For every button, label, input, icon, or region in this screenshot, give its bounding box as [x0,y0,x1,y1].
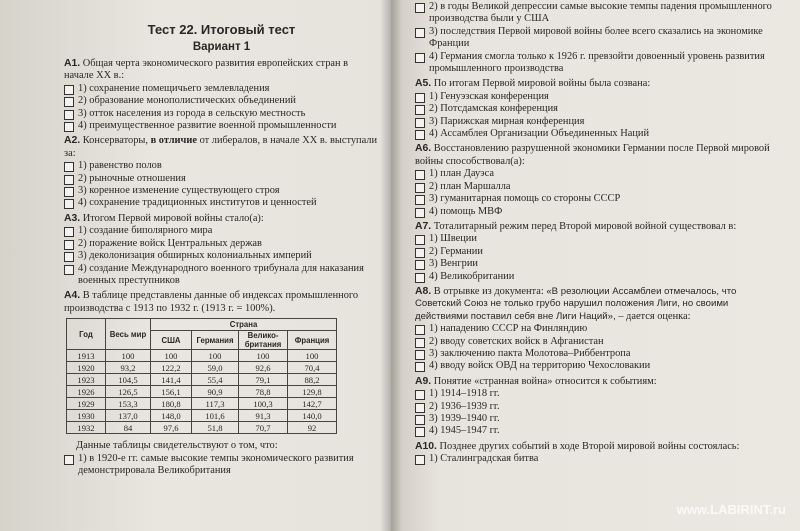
question-number: A4. [64,290,81,302]
question-number: A5. [415,78,432,90]
book-spine [380,0,402,531]
table-conclusion-text: Данные таблицы свидетельствуют о том, что: [76,440,278,452]
table-cell: 126,5 [106,386,151,398]
checkbox[interactable] [415,338,425,348]
checkbox[interactable] [415,28,425,38]
question-number: A9. [415,375,432,387]
checkbox[interactable] [415,235,425,245]
table-row [67,362,337,374]
right-page [391,0,800,531]
checkbox[interactable] [415,248,425,258]
checkbox[interactable] [415,183,425,193]
table-cell: 55,4 [192,374,239,386]
table-cell: 1926 [67,386,106,398]
checkbox[interactable] [415,105,425,115]
variant-label: Вариант 1 [192,41,251,53]
answer-option[interactable]: 3) деколонизация обширных колониальных империй [64,250,379,262]
table-cell: 70,4 [288,362,337,374]
checkbox[interactable] [415,130,425,140]
table-cell: 100 [106,350,151,362]
checkbox[interactable] [64,187,74,197]
answer-option[interactable]: 3) 1939–1940 гг. [415,413,776,425]
table-cell: 137,0 [106,410,151,422]
answer-option[interactable]: 4) помощь МВФ [415,206,776,218]
table-row [67,386,337,398]
question-number: A1. [64,58,81,69]
table-cell: 1930 [67,410,106,422]
question-a10 [415,441,776,466]
table-header: Германия [192,331,239,350]
table-cell: 101,6 [192,410,239,422]
answer-option[interactable]: 1) сохранение помещичьего землевладения [64,83,379,95]
answer-option[interactable]: 4) 1945–1947 гг. [415,425,776,437]
question-number: A3. [64,212,81,224]
table-cell: 90,9 [192,386,239,398]
answer-option[interactable]: 2) 1936–1939 гг. [415,401,776,413]
table-cell: 84 [106,422,151,434]
answer-option[interactable]: 4) Великобритании [415,271,776,283]
question-a4 [64,290,379,477]
table-cell: 153,3 [106,398,151,410]
checkbox[interactable] [415,415,425,425]
answer-option[interactable]: 1) равенство полов [64,160,379,172]
question-text: По итогам Первой мировой войны была созвана: [431,78,651,90]
table-cell: 88,2 [288,374,337,386]
answer-option[interactable]: 4) создание Международного военного трибунала для наказания военных преступников [64,263,379,288]
question-text: Понятие «странная война» относится к событиям: [431,375,657,387]
question-a1 [64,58,379,132]
question-text: Итогом Первой мировой войны стало(а): [80,212,264,224]
answer-option[interactable]: 2) план Маршалла [415,181,776,193]
checkbox[interactable] [64,265,74,275]
checkbox[interactable] [415,455,425,465]
table-header: Велико-британия [239,331,288,350]
answer-option[interactable]: 4) Германия смогла только к 1926 г. превзойти довоенный уровень развития промышленного производства [415,51,776,76]
table-cell: 1932 [67,422,106,434]
answer-option[interactable]: 2) рыночные отношения [64,173,379,185]
answer-option[interactable]: 3) гуманитарная помощь со стороны СССР [415,193,776,205]
question-text: В таблице представлены данные об индексах промышленного производства с 1913 по 1932 г. (1913 г. = 100%). [64,290,359,314]
table-cell: 142,7 [288,398,337,410]
answer-option[interactable]: 1) создание биполярного мира [64,225,379,237]
checkbox[interactable] [64,252,74,262]
checkbox[interactable] [64,227,74,237]
table-header: Весь мир [106,319,151,350]
question-number: A10. [415,440,437,452]
answer-option[interactable]: 2) в годы Великой депрессии самые высокие темпы падения промышленного производства были у США [415,1,776,26]
table-cell: 100 [239,350,288,362]
answer-option[interactable]: 2) Германии [415,246,776,258]
answer-option[interactable]: 2) образование монополистических объединений [64,95,379,107]
answer-option[interactable]: 2) поражение войск Центральных держав [64,238,379,250]
table-cell: 100 [151,350,192,362]
table-row [67,374,337,386]
answer-option[interactable]: 1) план Дауэса [415,168,776,180]
checkbox[interactable] [64,240,74,250]
checkbox[interactable] [415,273,425,283]
answer-option[interactable]: 2) Потсдамская конференция [415,103,776,115]
answer-option[interactable]: 1) 1914–1918 гг. [415,388,776,400]
checkbox[interactable] [415,260,425,270]
table-cell: 93,2 [106,362,151,374]
question-a7 [415,221,776,283]
question-a8: A8. В отрывке из документа: «В резолюции Ассамблеи отмечалось, что Советский Союз не только грубо нарушил положения Лиги, но своими действиями поставил себя вне Лиги Наций», – дается оценка: 1) нападению СССР на Финляндию 2) вводу советских войск в Афганистан 3) заключению пакта Молотова–Риббентропа 4) вводу войск ОВД на территорию Чехословакии [415,286,776,373]
checkbox[interactable] [415,53,425,63]
table-cell: 78,8 [239,386,288,398]
watermark: www.LABIRINT.ru [676,502,786,517]
checkbox[interactable] [415,362,425,372]
table-cell: 100,3 [239,398,288,410]
answer-option[interactable]: 4) вводу войск ОВД на территорию Чехословакии [415,360,776,372]
table-header: Франция [288,331,337,350]
answer-option[interactable]: 1) Швеции [415,233,776,245]
document-quote: «В резолюции Ассамблеи отмечалось, что Советский Союз не только грубо нарушил положения Лиги, но своими действиями поставил себя вне Лиги Наций», [415,285,737,322]
checkbox[interactable] [64,175,74,185]
checkbox[interactable] [415,3,425,13]
left-page [0,0,391,531]
table-cell: 104,5 [106,374,151,386]
table-cell: 1913 [67,350,106,362]
answer-option[interactable]: 2) вводу советских войск в Афганистан [415,336,776,348]
table-row [67,398,337,410]
answer-option[interactable]: 1) Сталинградская битва [415,453,776,465]
answer-option[interactable]: 1) Генуэзская конференция [415,91,776,103]
question-number: A7. [415,220,432,232]
test-title: Тест 22. Итоговый тест [147,22,296,37]
table-cell: 156,1 [151,386,192,398]
answer-option[interactable]: 4) преимущественное развитие военной промышленности [64,120,379,132]
answer-option[interactable]: 4) сохранение традиционных институтов и ценностей [64,197,379,209]
checkbox[interactable] [64,199,74,209]
question-text: Позднее других событий в ходе Второй мировой войны состоялась: [436,440,740,452]
checkbox[interactable] [64,85,74,95]
table-cell: 70,7 [239,422,288,434]
table-cell: 140,0 [288,410,337,422]
table-cell: 59,0 [192,362,239,374]
checkbox[interactable] [415,118,425,128]
table-cell: 180,8 [151,398,192,410]
table-cell: 122,2 [151,362,192,374]
answer-option[interactable]: 3) отток населения из города в сельскую местность [64,108,379,120]
question-text: Восстановлению разрушенной экономики Германии после Первой мировой войны способствовал(а): [415,143,770,167]
answer-option[interactable]: 4) Ассамблея Организации Объединенных Наций [415,128,776,140]
question-a9 [415,376,776,438]
checkbox[interactable] [64,122,74,132]
answer-option[interactable]: 3) Парижская мирная конференция [415,116,776,128]
question-text: Тоталитарный режим перед Второй мировой войной существовал в: [431,220,737,232]
table-cell: 1929 [67,398,106,410]
checkbox[interactable] [64,455,74,465]
question-number: A2. [64,135,81,147]
table-cell: 148,0 [151,410,192,422]
table-row [67,422,337,434]
checkbox[interactable] [415,195,425,205]
production-index-table [66,318,337,434]
checkbox[interactable] [415,208,425,218]
table-cell: 129,8 [288,386,337,398]
checkbox[interactable] [415,170,425,180]
question-a2: A2. Консерваторы, в отличие от либералов, в начале XX в. выступали за: 1) равенство полов 2) рыночные отношения 3) коренное изменение существующего строя 4) сохранение традиционных институтов и ценностей [64,135,378,209]
table-header: США [151,331,192,350]
answer-option[interactable]: 3) Венгрии [415,258,776,270]
table-row [67,350,337,362]
table-cell: 100 [288,350,337,362]
question-a3 [64,213,379,287]
checkbox[interactable] [64,110,74,120]
answer-option[interactable]: 1) в 1920-е гг. самые высокие темпы экономического развития демонстрировала Великобритания [64,453,379,478]
question-a6 [415,143,776,217]
table-header: Год [67,319,106,350]
table-row [67,410,337,422]
checkbox[interactable] [64,162,74,172]
table-cell: 141,4 [151,374,192,386]
answer-option[interactable]: 3) заключению пакта Молотова–Риббентропа [415,348,776,360]
checkbox[interactable] [415,390,425,400]
checkbox[interactable] [415,350,425,360]
answer-option[interactable]: 1) нападению СССР на Финляндию [415,323,776,335]
question-a5 [415,78,776,140]
table-cell: 79,1 [239,374,288,386]
table-cell: 51,8 [192,422,239,434]
question-number: A8. [415,285,432,297]
answer-option[interactable]: 3) коренное изменение существующего строя [64,185,379,197]
table-cell: 92 [288,422,337,434]
question-number: A6. [415,143,432,155]
table-cell: 1920 [67,362,106,374]
table-cell: 97,6 [151,422,192,434]
table-cell: 117,3 [192,398,239,410]
question-a4-continued [415,0,776,75]
checkbox[interactable] [415,427,425,437]
answer-option[interactable]: 3) последствия Первой мировой войны более всего сказались на экономике Франции [415,26,776,51]
checkbox[interactable] [415,93,425,103]
checkbox[interactable] [64,97,74,107]
question-text: Общая черта экономического развития европейских стран в начале XX в.: [64,58,349,82]
table-cell: 92,6 [239,362,288,374]
checkbox[interactable] [415,403,425,413]
table-cell: 1923 [67,374,106,386]
table-cell: 91,3 [239,410,288,422]
table-header: Страна [151,319,337,331]
checkbox[interactable] [415,325,425,335]
table-cell: 100 [192,350,239,362]
